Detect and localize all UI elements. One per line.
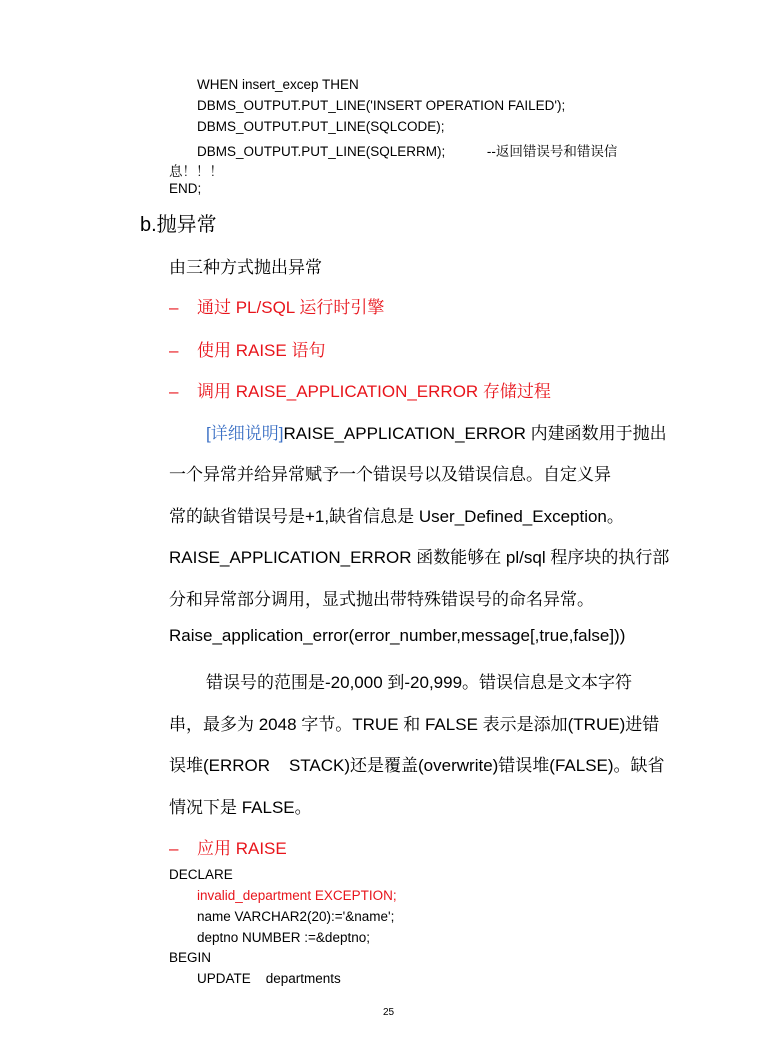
code-line: END; bbox=[169, 181, 202, 196]
paragraph-line: RAISE_APPLICATION_ERROR 函数能够在 pl/sql 程序块的执行部 bbox=[169, 548, 670, 567]
paragraph-line: 误堆(ERROR STACK)还是覆盖(overwrite)错误堆(FALSE)。缺省 bbox=[169, 756, 665, 775]
bullet-text: 通过 PL/SQL 运行时引擎 bbox=[197, 298, 385, 317]
bullet-text: 使用 RAISE 语句 bbox=[197, 341, 326, 360]
detail-tag: [详细说明] bbox=[206, 424, 284, 443]
bullet-item bbox=[169, 336, 325, 361]
bullet-marker: – bbox=[169, 341, 179, 360]
paragraph-text: RAISE_APPLICATION_ERROR 内建函数用于抛出 bbox=[283, 424, 667, 443]
bullet-marker: – bbox=[169, 382, 179, 401]
paragraph-line: 串，最多为 2048 字节。TRUE 和 FALSE 表示是添加(TRUE)进错 bbox=[169, 715, 660, 734]
code-comment: --返回错误号和错误信 bbox=[486, 144, 618, 159]
bullet-item bbox=[169, 293, 384, 318]
bullet-text: 应用 RAISE bbox=[197, 839, 287, 858]
code-line: BEGIN bbox=[169, 950, 212, 965]
bullet-marker: – bbox=[169, 298, 179, 317]
code-line bbox=[197, 140, 617, 160]
bullet-item bbox=[169, 834, 287, 859]
code-line: DBMS_OUTPUT.PUT_LINE(SQLCODE); bbox=[197, 119, 445, 134]
page-number: 25 bbox=[383, 1007, 395, 1018]
bullet-marker: – bbox=[169, 839, 179, 858]
section-heading: b.抛异常 bbox=[140, 214, 217, 236]
code-line: deptno NUMBER :=&deptno; bbox=[197, 930, 370, 945]
code-line: WHEN insert_excep THEN bbox=[197, 77, 359, 92]
paragraph-line: Raise_application_error(error_number,message[,true,false])) bbox=[169, 626, 626, 645]
code-line: name VARCHAR2(20):='&name'; bbox=[197, 909, 395, 924]
intro-text: 由三种方式抛出异常 bbox=[169, 258, 322, 277]
code-line: 息！！！ bbox=[169, 164, 223, 179]
paragraph-line: 常的缺省错误号是+1,缺省信息是 User_Defined_Exception。 bbox=[169, 507, 624, 526]
code-text: DBMS_OUTPUT.PUT_LINE(SQLERRM); bbox=[197, 144, 446, 159]
bullet-text: 调用 RAISE_APPLICATION_ERROR 存储过程 bbox=[197, 382, 551, 401]
bullet-item bbox=[169, 377, 551, 402]
code-line: UPDATE departments bbox=[197, 971, 341, 986]
paragraph-line: 情况下是 FALSE。 bbox=[169, 798, 312, 817]
code-line: DECLARE bbox=[169, 867, 233, 882]
paragraph-line: 分和异常部分调用，显式抛出带特殊错误号的命名异常。 bbox=[169, 590, 594, 609]
paragraph-line: 错误号的范围是-20,000 到-20,999。错误信息是文本字符 bbox=[206, 673, 633, 692]
paragraph-line: 一个异常并给异常赋予一个错误号以及错误信息。自定义异 bbox=[169, 465, 611, 484]
code-line: DBMS_OUTPUT.PUT_LINE('INSERT OPERATION FAILED'); bbox=[197, 98, 566, 113]
paragraph-line bbox=[206, 419, 667, 444]
code-line: invalid_department EXCEPTION; bbox=[197, 888, 397, 903]
